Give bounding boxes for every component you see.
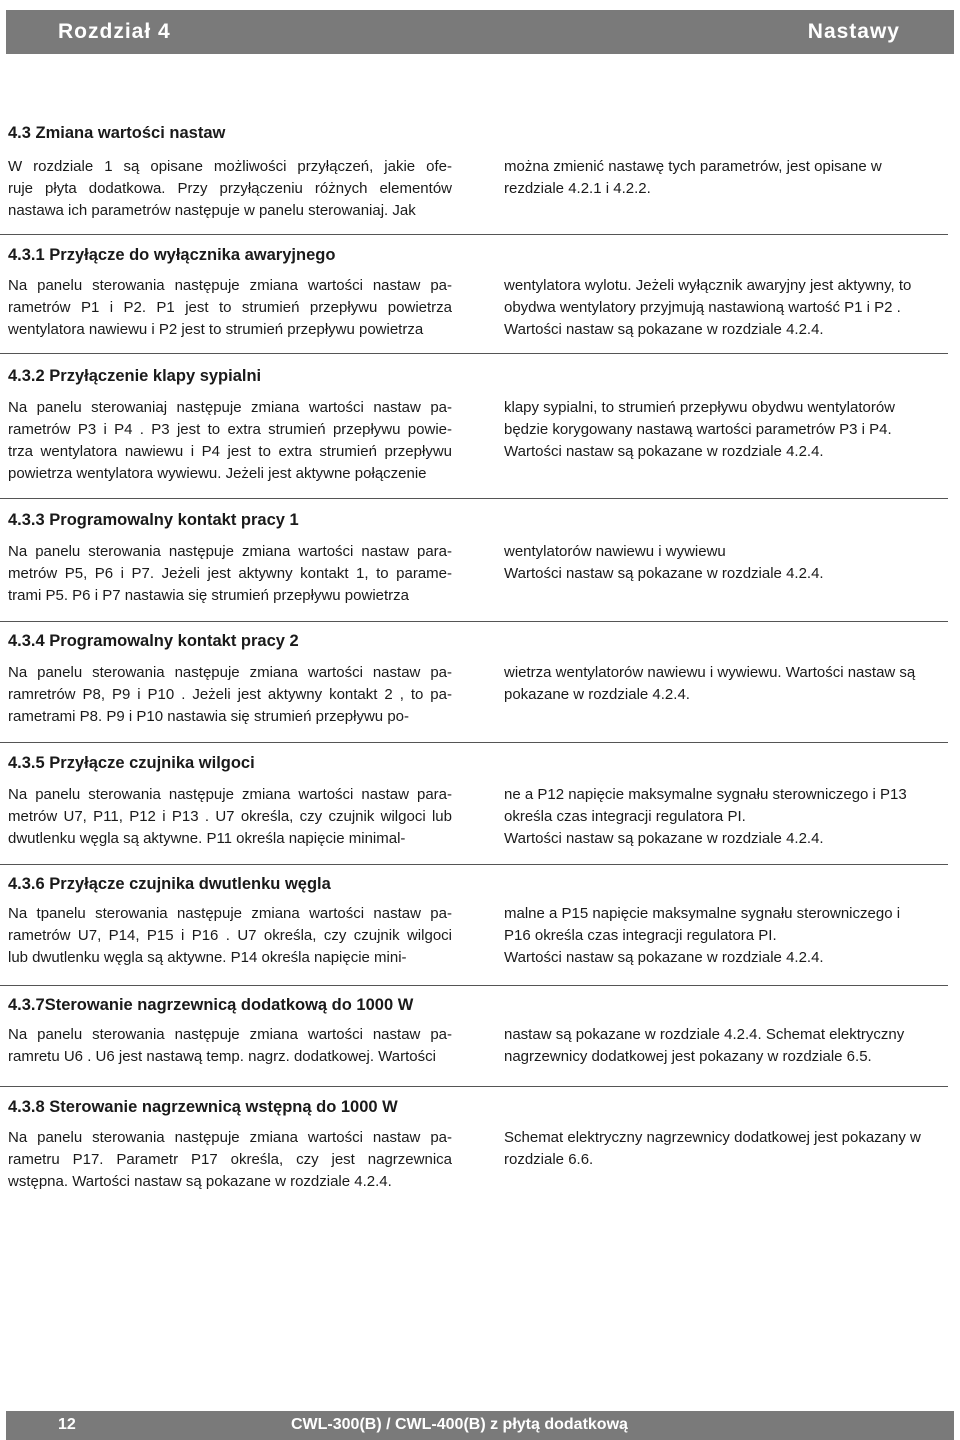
text-line: trza wentylatora nawiewu i P4 jest to extra strumień przepływu (8, 443, 452, 460)
section-divider (0, 742, 948, 743)
text-line: ne a P12 napięcie maksymalne sygnału sterowniczego i P13 (504, 786, 907, 803)
left-column-text (8, 156, 452, 222)
text-line: ruje płyta dodatkowa. Przy przyłączeniu różnych elementów (8, 180, 452, 197)
text-line: metrów P5, P6 i P7. Jeżeli jest aktywny kontakt 1, to parame- (8, 565, 452, 582)
text-line: Wartości nastaw są pokazane w rozdziale 4.2.4. (504, 830, 824, 847)
left-column-text (8, 662, 452, 728)
text-line: Wartości nastaw są pokazane w rozdziale 4.2.4. (504, 321, 824, 338)
section-divider (0, 864, 948, 865)
text-line: Na panelu sterowania następuje zmiana wartości nastaw para- (8, 786, 452, 803)
left-column-text (8, 1024, 452, 1068)
right-column-text (504, 903, 954, 969)
left-column-text (8, 397, 452, 485)
section-heading: 4.3.5 Przyłącze czujnika wilgoci (8, 754, 255, 772)
text-line: nastaw są pokazane w rozdziale 4.2.4. Schemat elektryczny (504, 1026, 905, 1043)
page-number: 12 (58, 1416, 76, 1433)
text-line: będzie korygowany nastawą wartości parametrów P3 i P4. (504, 421, 892, 438)
text-line: Wartości nastaw są pokazane w rozdziale 4.2.4. (504, 949, 824, 966)
text-line: rametrów U7, P14, P15 i P16 . U7 określa, czy czujnik wilgoci (8, 927, 452, 944)
left-column-text (8, 784, 452, 850)
document-title: CWL-300(B) / CWL-400(B) z płytą dodatkową (291, 1416, 628, 1433)
text-line: Wartości nastaw są pokazane w rozdziale 4.2.4. (504, 565, 824, 582)
section-heading: 4.3 Zmiana wartości nastaw (8, 124, 226, 142)
text-line: klapy sypialni, to strumień przepływu obydwu wentylatorów (504, 399, 896, 416)
section-heading: 4.3.3 Programowalny kontakt pracy 1 (8, 511, 299, 529)
section-heading: 4.3.6 Przyłącze czujnika dwutlenku węgla (8, 875, 331, 893)
text-line: nastawa ich parametrów następuje w panelu sterowaniaj. Jak (8, 202, 416, 219)
text-line: Na panelu sterowania następuje zmiana wartości nastaw pa- (8, 664, 452, 681)
text-line: metrów U7, P11, P12 i P13 . U7 określa, czy czujnik wilgoci lub (8, 808, 452, 825)
chapter-title: Nastawy (807, 20, 900, 43)
text-line: rametru P17. Parametr P17 określa, czy jest nagrzewnica (8, 1151, 452, 1168)
left-column-text (8, 541, 452, 607)
section-divider (0, 353, 948, 354)
text-line: pokazane w rozdziale 4.2.4. (504, 686, 690, 703)
text-line: Schemat elektryczny nagrzewnicy dodatkowej jest pokazany w (504, 1129, 921, 1146)
page-footer-bar (6, 1411, 954, 1440)
text-line: W rozdziale 1 są opisane możliwości przyłączeń, jakie ofe- (8, 158, 452, 175)
text-line: wentylatora wylotu. Jeżeli wyłącznik awaryjny jest aktywny, to (504, 277, 912, 294)
right-column-text (504, 156, 954, 200)
text-line: Na panelu sterowania następuje zmiana wartości nastaw pa- (8, 1026, 452, 1043)
text-line: rametrami P8. P9 i P10 nastawia się strumień przepływu po- (8, 708, 410, 725)
text-line: obydwa wentylatory przyjmują nastawioną wartość P1 i P2 . (504, 299, 901, 316)
right-column-text (504, 1127, 954, 1171)
text-line: rozdziale 6.6. (504, 1151, 594, 1168)
section-heading: 4.3.8 Sterowanie nagrzewnicą wstępną do 1000 W (8, 1098, 398, 1116)
right-column-text (504, 397, 954, 463)
text-line: dwutlenku węgla są aktywne. P11 określa napięcie minimal- (8, 830, 406, 847)
text-line: Na panelu sterowaniaj następuje zmiana wartości nastaw pa- (8, 399, 452, 416)
text-line: rametrów P3 i P4 . P3 jest to extra strumień przepływu powie- (8, 421, 452, 438)
chapter-label: Rozdział 4 (58, 20, 171, 43)
text-line: rezdziale 4.2.1 i 4.2.2. (504, 180, 651, 197)
text-line: Na tpanelu sterowania następuje zmiana wartości nastaw pa- (8, 905, 452, 922)
left-column-text (8, 275, 452, 341)
text-line: ramretrów P8, P9 i P10 . Jeżeli jest aktywny kontakt 2 , to pa- (8, 686, 452, 703)
text-line: trami P5. P6 i P7 nastawia się strumień przepływu powietrza (8, 587, 410, 604)
text-line: wietrza wentylatorów nawiewu i wywiewu. Wartości nastaw są (504, 664, 916, 681)
right-column-text (504, 662, 954, 706)
text-line: ramretu U6 . U6 jest nastawą temp. nagrz. dodatkowej. Wartości (8, 1048, 436, 1065)
section-divider (0, 985, 948, 986)
text-line: powietrza wentylatora wywiewu. Jeżeli jest aktywne połączenie (8, 465, 427, 482)
section-divider (0, 234, 948, 235)
text-line: rametrów P1 i P2. P1 jest to strumień przepływu powietrza (8, 299, 452, 316)
text-line: można zmienić nastawę tych parametrów, jest opisane w (504, 158, 882, 175)
right-column-text (504, 541, 954, 585)
left-column-text (8, 1127, 452, 1193)
section-heading: 4.3.2 Przyłączenie klapy sypialni (8, 367, 262, 385)
text-line: nagrzewnicy dodatkowej jest pokazany w rozdziale 6.5. (504, 1048, 872, 1065)
section-heading: 4.3.1 Przyłącze do wyłącznika awaryjnego (8, 246, 336, 264)
right-column-text (504, 1024, 954, 1068)
text-line: Na panelu sterowania następuje zmiana wartości nastaw pa- (8, 277, 452, 294)
left-column-text (8, 903, 452, 969)
text-line: określa czas integracji regulatora PI. (504, 808, 746, 825)
text-line: wentylatora nawiewu i P2 jest to strumień przepływu powietrza (8, 321, 424, 338)
text-line: wentylatorów nawiewu i wywiewu (504, 543, 726, 560)
text-line: Na panelu sterowania następuje zmiana wartości nastaw pa- (8, 1129, 452, 1146)
section-divider (0, 1086, 948, 1087)
text-line: lub dwutlenku węgla są aktywne. P14 określa napięcie mini- (8, 949, 407, 966)
text-line: Na panelu sterowania następuje zmiana wartości nastaw para- (8, 543, 452, 560)
right-column-text (504, 275, 954, 341)
chapter-header-bar (6, 10, 954, 54)
text-line: P16 określa czas integracji regulatora PI. (504, 927, 777, 944)
section-divider (0, 498, 948, 499)
text-line: wstępna. Wartości nastaw są pokazane w rozdziale 4.2.4. (8, 1173, 392, 1190)
section-heading: 4.3.7Sterowanie nagrzewnicą dodatkową do 1000 W (8, 996, 414, 1014)
section-divider (0, 621, 948, 622)
text-line: Wartości nastaw są pokazane w rozdziale 4.2.4. (504, 443, 824, 460)
section-heading: 4.3.4 Programowalny kontakt pracy 2 (8, 632, 299, 650)
right-column-text (504, 784, 954, 850)
text-line: malne a P15 napięcie maksymalne sygnału sterowniczego i (504, 905, 901, 922)
